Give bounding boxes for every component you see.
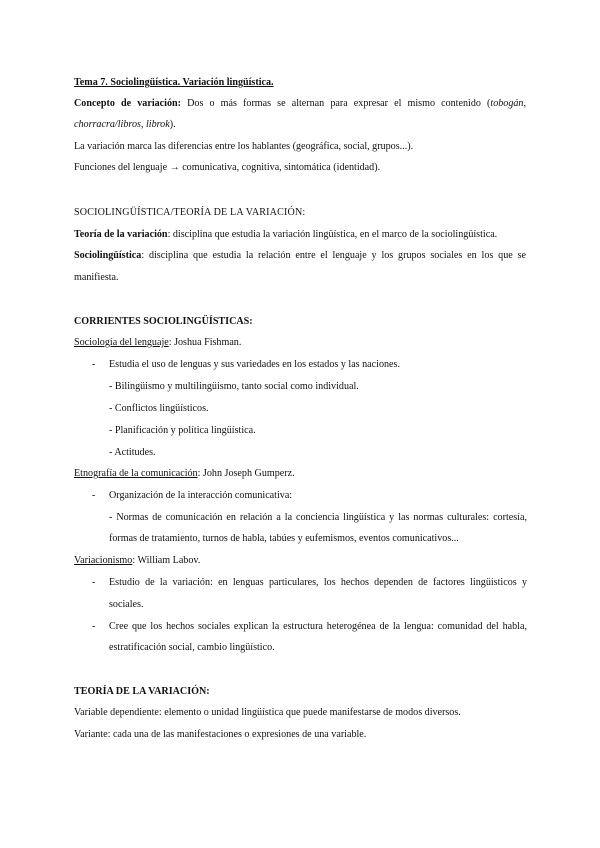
- etnografia-subitem-line-1: - Normas de comunicación en relación a la conciencia lingüística y las normas culturales: cortesía,: [109, 512, 527, 523]
- etnografia-label: Etnografía de la comunicación: [74, 468, 198, 479]
- sociologia-author: : Joshua Fishman.: [168, 337, 242, 348]
- etnografia-author: : John Joseph Gumperz.: [197, 468, 295, 479]
- etnografia-subitem-line-2: formas de tratamiento, turnos de habla, tabúes y eufemismos, eventos comunicativos...: [109, 533, 459, 544]
- variacionismo-label: Variacionismo: [74, 555, 133, 566]
- variacionismo-heading: [74, 554, 200, 567]
- concepto-example-2: chorracra/libros, librok: [74, 119, 170, 130]
- teoria-label: Teoría de la variación: [74, 229, 168, 240]
- sociologia-subitem: - Actitudes.: [109, 447, 156, 458]
- socio-definition-line-2: manifiesta.: [74, 272, 119, 283]
- list-dash: -: [92, 359, 96, 370]
- variacion-marca: La variación marca las diferencias entre los hablantes (geográfica, social, grupos...).: [74, 141, 414, 152]
- sociologia-heading: [74, 336, 241, 349]
- socio-text-1: : disciplina que estudia la relación entre el lenguaje y los grupos sociales en los que se: [141, 250, 526, 261]
- etnografia-item: Organización de la interacción comunicativa:: [109, 490, 293, 501]
- concepto-example-1: tobogán,: [490, 98, 526, 109]
- list-dash: -: [92, 621, 96, 632]
- list-dash: -: [92, 577, 96, 588]
- variacionismo-author: : William Labov.: [132, 555, 201, 566]
- sociologia-subitem: - Planificación y política lingüística.: [109, 425, 256, 436]
- section-heading-teoria: TEORÍA DE LA VARIACIÓN:: [74, 686, 210, 697]
- list-dash: -: [92, 490, 96, 501]
- section-heading-corrientes: CORRIENTES SOCIOLINGÜÍSTICAS:: [74, 316, 253, 327]
- socio-definition-line-1: [74, 249, 526, 262]
- concepto-line-1: [74, 97, 526, 110]
- sociologia-subitem: - Bilingüismo y multilingüismo, tanto social como individual.: [109, 381, 359, 392]
- document-title: Tema 7. Sociolingüística. Variación lingüística.: [74, 77, 274, 88]
- concepto-label: Concepto de variación:: [74, 98, 181, 109]
- concepto-text: Dos o más formas se alternan para expresar el mismo contenido (: [187, 98, 491, 109]
- sociologia-subitem: - Conflictos lingüísticos.: [109, 403, 209, 414]
- variacionismo-item-1-line-1: Estudio de la variación: en lenguas particulares, los hechos dependen de factores lingüísticos y: [109, 577, 527, 588]
- etnografia-heading: [74, 467, 295, 480]
- concepto-close: ).: [169, 119, 176, 130]
- teoria-definition: [74, 228, 497, 241]
- variante-definition: Variante: cada una de las manifestaciones o expresiones de una variable.: [74, 729, 367, 740]
- section-heading-sociolinguistica: SOCIOLINGÜÍSTICA/TEORÍA DE LA VARIACIÓN:: [74, 207, 306, 218]
- funciones-lenguaje: Funciones del lenguaje → comunicativa, cognitiva, sintomática (identidad).: [74, 162, 381, 173]
- sociologia-label: Sociología del lenguaje: [74, 337, 169, 348]
- sociologia-item: Estudia el uso de lenguas y sus variedades en los estados y las naciones.: [109, 359, 400, 370]
- socio-label: Sociolingüística: [74, 250, 142, 261]
- variacionismo-item-1-line-2: sociales.: [109, 599, 144, 610]
- variacionismo-item-2-line-1: Cree que los hechos sociales explican la estructura heterogénea de la lengua: comunidad del habla,: [109, 621, 527, 632]
- concepto-line-2: [74, 118, 176, 131]
- variable-dependiente: Variable dependiente: elemento o unidad lingüística que puede manifestarse de modos diversos.: [74, 707, 461, 718]
- variacionismo-item-2-line-2: estratificación social, cambio lingüístico.: [109, 642, 275, 653]
- teoria-text: : disciplina que estudia la variación lingüística, en el marco de la sociolingüística.: [167, 229, 498, 240]
